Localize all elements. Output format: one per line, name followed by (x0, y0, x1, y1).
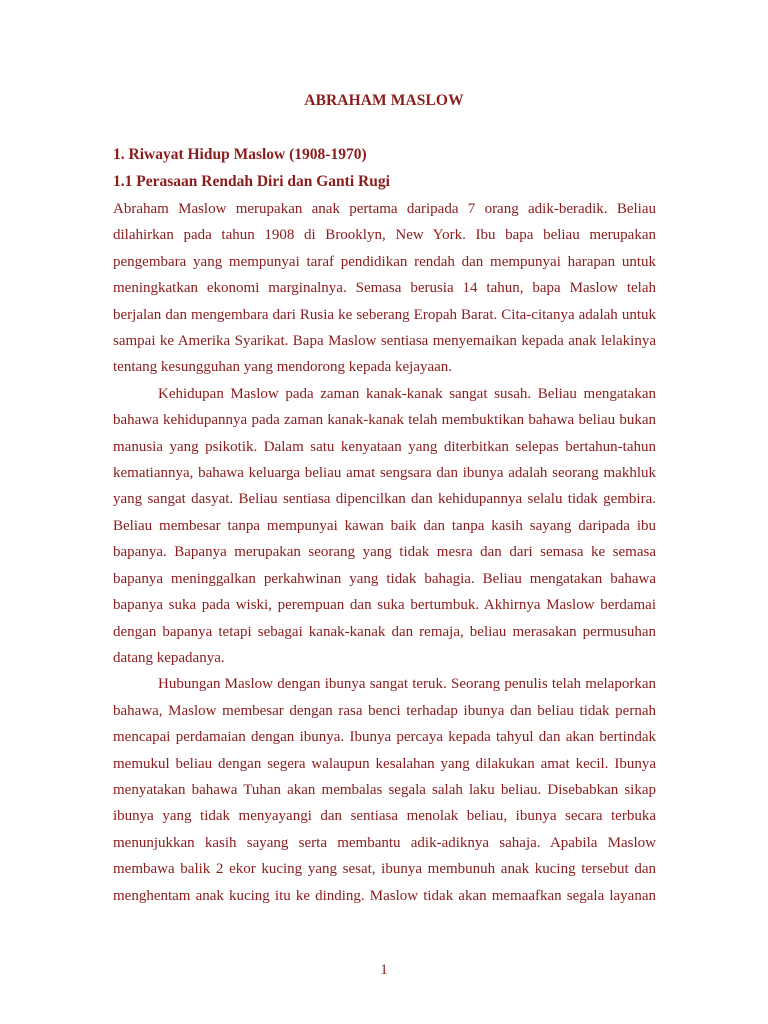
paragraph-3: Hubungan Maslow dengan ibunya sangat teruk. Seorang penulis telah melaporkan bahawa, Maslow membesar dengan rasa benci terhadap ibunya dan beliau tidak pernah mencapai perdamaian dengan ibunya. Ibunya percaya kepada tahyul dan akan bertindak memukul beliau dengan segera walaupun kesalahan yang dilakukan amat kecil. Ibunya menyatakan bahawa Tuhan akan membalas segala salah laku beliau. Disebabkan sikap ibunya yang tidak menyayangi dan sentiasa menolak beliau, ibunya secara terbuka menunjukkan kasih sayang serta membantu adik-adiknya sahaja. Apabila Maslow membawa balik 2 ekor kucing yang sesat, ibunya membunuh anak kucing tersebut dan menghentam anak kucing itu ke dinding. Maslow tidak akan memaafkan segala layanan (113, 676, 656, 904)
paragraph-2: Kehidupan Maslow pada zaman kanak-kanak sangat susah. Beliau mengatakan bahawa kehidupannya pada zaman kanak-kanak telah membuktikan bahawa beliau bukan manusia yang psikotik. Dalam satu kenyataan yang diterbitkan selepas bertahun-tahun kematiannya, bahawa keluarga beliau amat sengsara dan ibunya adalah seorang makhluk yang sangat dasyat. Beliau sentiasa dipencilkan dan kehidupannya selalu tidak gembira. Beliau membesar tanpa mempunyai kawan baik dan tanpa kasih sayang daripada ibu bapanya. Bapanya merupakan seorang yang tidak mesra dan dari semasa ke semasa bapanya meninggalkan perkahwinan yang tidak bahagia. Beliau mengatakan bahawa bapanya suka pada wiski, perempuan dan suka bertumbuk. Akhirnya Maslow berdamai dengan bapanya tetapi sebagai kanak-kanak dan remaja, beliau merasakan permusuhan datang kepadanya. (113, 385, 656, 666)
section-heading: 1. Riwayat Hidup Maslow (1908-1970) (113, 146, 367, 163)
document-title: ABRAHAM MASLOW (304, 92, 464, 109)
paragraph-1: Abraham Maslow merupakan anak pertama daripada 7 orang adik-beradik. Beliau dilahirkan pada tahun 1908 di Brooklyn, New York. Ibu bapa beliau merupakan pengembara yang mempunyai taraf pendidikan rendah dan mempunyai harapan untuk meningkatkan ekonomi marginalnya. Semasa berusia 14 tahun, bapa Maslow telah berjalan dan mengembara dari Rusia ke seberang Eropah Barat. Cita-citanya adalah untuk sampai ke Amerika Syarikat. Bapa Maslow sentiasa menyemaikan kepada anak lelakinya tentang kesungguhan yang mendorong kepada kejayaan. (113, 201, 656, 376)
page-number: 1 (380, 962, 388, 978)
subsection-heading: 1.1 Perasaan Rendah Diri dan Ganti Rugi (113, 173, 390, 190)
body-text (113, 196, 656, 909)
